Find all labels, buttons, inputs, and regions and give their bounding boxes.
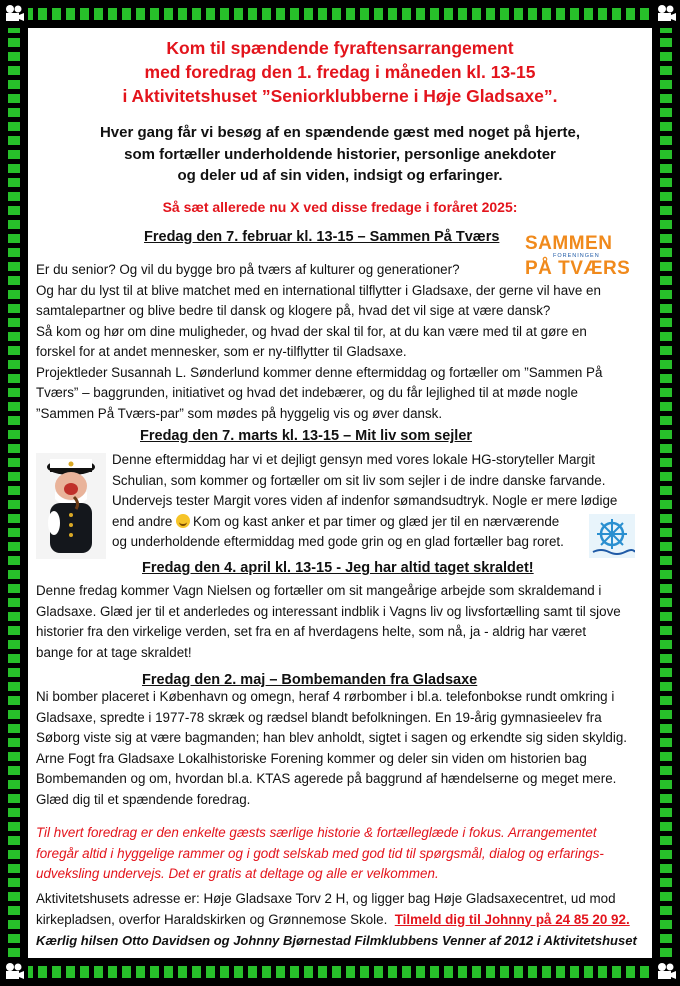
flyer-content [36,32,644,956]
text-line: forskel for at andet mennesker, som er ny-tilflytter til Gladsaxe. [36,344,407,359]
text-line: Aktivitetshusets adresse er: Høje Gladsaxe Torv 2 H, og ligger bag Høje Gladsaxecentret, ud mod [36,891,616,906]
intro-line: og deler ud af sin viden, indsigt og erfaringer. [177,167,503,184]
sailor-figurine-image [36,453,106,559]
event-heading-april: Fredag den 4. april kl. 13-15 - Jeg har altid taget skraldet! [142,560,534,576]
text-fragment: end andre [112,513,173,529]
event-heading-may: Fredag den 2. maj – Bombemanden fra Gladsaxe [142,672,478,688]
text-line [36,910,646,931]
text-line: Glæd dig til et spændende foredrag. [36,791,251,807]
title-line: i Aktivitetshuset ”Seniorklubberne i Høje Gladsaxe”. [122,86,558,106]
film-strip-right [652,0,680,986]
text-line: bange for at tage skraldet! [36,644,192,660]
film-camera-icon [0,958,28,986]
signature: Kærlig hilsen Otto Davidsen og Johnny Bjørnestad Filmklubbens Venner af 2012 i Aktivitetshuset [36,933,637,948]
text-line: Er du senior? Og vil du bygge bro på tværs af kulturer og generationer? [36,262,460,277]
text-line: Projektleder Susannah L. Sønderlund kommer denne eftermiddag og fortæller om ”Sammen På [36,364,603,380]
text-line: Så kom og hør om dine muligheder, og hvad der skal til for, at du kan være med til at gøre en [36,323,587,339]
text-line: samtalepartner og blive bedre til dansk og klogere på, hvad det vil sige at være dansk? [36,303,551,318]
text-line: Schulian, som kommer og fortæller om sit liv som sejler i de indre danske farvande. [112,472,606,488]
text-line: foregår altid i hyggelige rammer og i godt selskab med god tid til spørgsmål, dialog og erfarings- [36,845,604,861]
film-strip-left [0,0,28,986]
text-line [112,512,644,533]
intro-line: Hver gang får vi besøg af en spændende gæst med noget på hjerte, [99,124,581,141]
event-text-april [36,581,648,663]
text-line: og underholdende eftermiddag med gode grin og en glad fortæller bag roret. [112,534,564,549]
text-line: Gladsaxe. Glæd jer til et anderledes og interessant indblik i Vagns liv og livsfortælling samt til sjove [36,603,621,619]
text-line: Ni bomber placeret i København og omegn, heraf 4 rørbomber i bl.a. telefonbokse rundt omkring i [36,689,615,704]
signup-phone-link[interactable]: Tilmeld dig til Johnny på 24 85 20 92. [394,911,630,927]
film-camera-icon [652,0,680,28]
text-line: Søborg viste sig at være bagmanden; han blev anholdt, sigtet i sagen og erkendte sig siden skyldig. [36,730,628,745]
logo-text-top: SAMMEN [525,233,613,254]
text-line: Undervejs tester Margit vores viden af indenfor sømandsudtryk. Nogle er mere lødige [112,493,618,508]
film-strip-bottom [0,958,680,986]
address-text [36,889,646,930]
text-line: Tværs” – baggrunden, initiativet og hvad det indebærer, og du får lejlighed til at møde nogle [36,385,578,400]
ship-wheel-icon [589,514,635,558]
event-info-note [36,823,644,885]
event-text-may [36,687,648,810]
event-heading-march: Fredag den 7. marts kl. 13-15 – Mit liv som sejler [140,428,473,444]
event-heading-february: Fredag den 7. februar kl. 13-15 – Sammen På Tværs [144,229,500,245]
text-line: Bombemanden og om, hvordan bl.a. KTAS agerede på baggrund af hændelserne og meget mere. [36,771,617,786]
save-the-date-callout: Så sæt allerede nu X ved disse fredage i foråret 2025: [162,199,518,215]
logo-text-middle: FORENINGEN [553,253,600,259]
smiley-emoji-icon [176,514,190,528]
title-line: Kom til spændende fyraftensarrangement [166,38,514,58]
logo-text-bottom: PÅ TVÆRS [525,258,631,276]
text-line: Denne eftermiddag har vi et dejligt gensyn med vores lokale HG-storyteller Margit [112,452,596,467]
page-title [36,36,644,108]
event-text-march [112,450,644,553]
text-line: historier fra den virkelige verden, set fra en af hverdagens helte, som nå, ja - aldrig har været [36,624,587,639]
text-fragment: Kom og kast anker et par timer og glæd jer til en nærværende [193,513,560,529]
text-line: Til hvert foredrag er den enkelte gæsts særlige historie & fortælleglæde i fokus. Arrangementet [36,825,597,840]
intro-text [36,122,644,187]
film-camera-icon [0,0,28,28]
title-line: med foredrag den 1. fredag i måneden kl. 13-15 [144,62,536,82]
film-strip-top [0,0,680,28]
intro-line: som fortæller underholdende historier, personlige anekdoter [124,145,556,163]
film-camera-icon [652,958,680,986]
text-line: Gladsaxe, spredte i 1977-78 skræk og rædsel blandt befolkningen. En 19-årig gymnasieelev fra [36,709,602,725]
text-line: Denne fredag kommer Vagn Nielsen og fortæller om sit mangeårige arbejde som skraldemand i [36,583,602,598]
text-fragment: kirkepladsen, overfor Haraldskirken og Grønnemose Skole. [36,911,388,927]
text-line: Arne Fogt fra Gladsaxe Lokalhistoriske Forening kommer og deler sin viden om historien bag [36,750,587,766]
text-line: udveksling undervejs. Det er gratis at deltage og alle er velkommen. [36,866,439,881]
text-line: ”Sammen På Tværs-par” som mødes på hyggelig vis og øver dansk. [36,405,443,421]
text-line: Og har du lyst til at blive matchet med en international tilflytter i Gladsaxe, der gerne vil have en [36,282,601,298]
event-text-february [36,260,648,424]
